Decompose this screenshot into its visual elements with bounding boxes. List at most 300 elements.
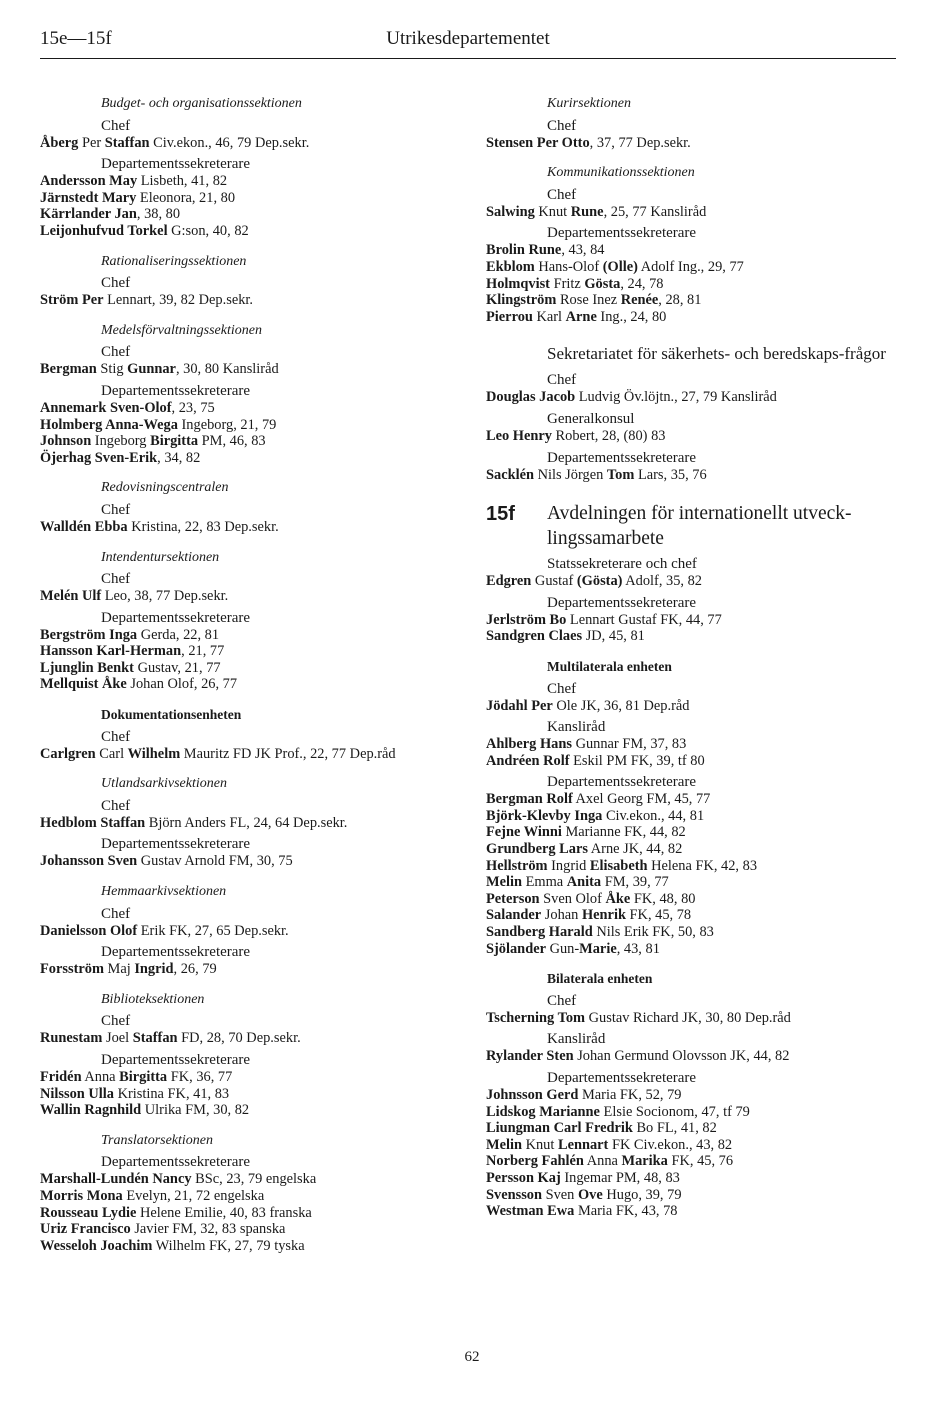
- person-detail: Gustav Richard JK, 30, 80 Dep.råd: [585, 1009, 791, 1026]
- person-entry: [40, 519, 460, 536]
- person-detail: Elsie Socionom, 47, tf 79: [599, 1103, 750, 1120]
- section-heading: Sekretariatet för säkerhets- och beredskaps-frågor: [547, 344, 886, 364]
- person-entry: [486, 428, 916, 445]
- section-heading: Multilaterala enheten: [547, 658, 672, 674]
- person-detail: Joel: [102, 1030, 133, 1047]
- person-detail: FK, 36, 77: [167, 1069, 233, 1085]
- role-label: Departementssekreterare: [101, 609, 251, 626]
- person-detail: , 21, 77: [181, 643, 225, 660]
- person-name-part: Arne: [565, 308, 597, 325]
- person-detail: Gustav Arnold FM, 30, 75: [137, 853, 293, 870]
- person-name-part: Åberg: [40, 134, 79, 151]
- person-entry: [486, 276, 916, 293]
- person-name-part: Norberg Fahlén: [486, 1153, 584, 1170]
- person-detail: Ingrid: [547, 857, 590, 874]
- person-name-part: Järnstedt Mary: [40, 189, 137, 206]
- person-name-part: Renée: [620, 292, 659, 309]
- person-name-part: Tom: [606, 466, 635, 483]
- person-name-part: Henrik: [581, 907, 626, 924]
- person-entry: [40, 676, 460, 693]
- person-name-part: Lidskog Marianne: [486, 1103, 600, 1120]
- person-name-part: Öjerhag Sven-Erik: [40, 449, 158, 466]
- person-entry: [486, 612, 916, 629]
- person-detail: Evelyn, 21, 72 engelska: [122, 1187, 265, 1204]
- section-heading: Translatorsektionen: [101, 1132, 214, 1148]
- person-detail: Robert, 28, (80) 83: [551, 427, 666, 444]
- person-entry: [486, 389, 916, 406]
- person-entry: [486, 924, 916, 941]
- section-heading: Biblioteksektionen: [101, 991, 205, 1007]
- person-name-part: Hedblom Staffan: [40, 814, 146, 831]
- person-entry: [486, 1104, 916, 1121]
- person-detail: Gustav, 21, 77: [133, 659, 221, 676]
- person-entry: [486, 628, 916, 645]
- person-entry: [486, 808, 916, 825]
- section-heading: Dokumentationsenheten: [101, 707, 242, 723]
- person-detail: FD, 28, 70 Dep.sekr.: [177, 1030, 301, 1047]
- person-name-part: Andréen Rolf: [486, 752, 570, 769]
- person-name-part: Liungman Carl Fredrik: [486, 1120, 633, 1137]
- person-entry: [486, 874, 916, 891]
- person-entry: [486, 1170, 916, 1187]
- person-detail: Adolf, 35, 82: [622, 573, 703, 590]
- role-label: Chef: [101, 275, 131, 292]
- person-entry: [40, 923, 460, 940]
- person-name-part: Salander: [486, 907, 542, 924]
- section-heading: Redovisningscentralen: [101, 480, 229, 496]
- person-name-part: Johansson Sven: [40, 853, 138, 870]
- person-entry: [40, 1069, 460, 1086]
- person-entry: [40, 1221, 460, 1238]
- person-entry: [40, 643, 460, 660]
- department-code: 15f: [486, 503, 515, 526]
- person-name-part: Sacklén: [486, 466, 534, 483]
- person-entry: [486, 242, 916, 259]
- role-label: Departementssekreterare: [547, 449, 697, 466]
- person-detail: Kristina, 22, 83 Dep.sekr.: [127, 518, 279, 535]
- department-title: Avdelningen för internationellt utveck-lingssamarbete: [547, 503, 852, 550]
- person-name-part: Svensson: [486, 1186, 542, 1203]
- role-label: Chef: [547, 992, 577, 1009]
- person-detail: FM, 39, 77: [601, 874, 669, 891]
- person-name-part: Johnsson Gerd: [486, 1087, 579, 1103]
- role-label: Departementssekreterare: [101, 944, 251, 961]
- page-number: 62: [464, 1349, 480, 1365]
- person-name-part: Staffan: [104, 134, 150, 151]
- person-name-part: Elisabeth: [589, 857, 648, 874]
- person-entry: [40, 433, 460, 450]
- person-name-part: Ekblom: [486, 258, 535, 275]
- person-detail: Lennart Gustaf FK, 44, 77: [566, 611, 722, 628]
- person-name-part: Walldén Ebba: [40, 518, 128, 535]
- person-detail: Lennart, 39, 82 Dep.sekr.: [103, 292, 253, 309]
- person-detail: Hugo, 39, 79: [602, 1186, 682, 1203]
- person-name-part: Ahlberg Hans: [486, 736, 572, 753]
- right-column: [486, 96, 916, 1220]
- person-detail: Eskil PM FK, 39, tf 80: [569, 752, 705, 769]
- person-detail: FK Civ.ekon., 43, 82: [608, 1136, 733, 1153]
- person-name-part: Melén Ulf: [40, 588, 102, 605]
- person-detail: Stig: [96, 361, 128, 378]
- person-detail: Nils Erik FK, 50, 83: [592, 924, 714, 941]
- person-detail: Wilhelm FK, 27, 79 tyska: [152, 1237, 305, 1254]
- person-detail: Maria FK, 52, 79: [578, 1087, 682, 1103]
- person-detail: Gunnar FM, 37, 83: [571, 736, 687, 753]
- header-rule: [40, 58, 896, 59]
- person-detail: Gerda, 22, 81: [137, 626, 220, 643]
- person-name-part: Rune: [570, 203, 604, 220]
- person-detail: Maria FK, 43, 78: [574, 1203, 678, 1220]
- person-detail: G:son, 40, 82: [167, 222, 249, 239]
- person-entry: [486, 309, 916, 326]
- role-label: Statssekreterare och chef: [547, 556, 697, 573]
- person-name-part: Sjölander: [486, 940, 546, 957]
- person-entry: [40, 417, 460, 434]
- person-entry: [486, 1137, 916, 1154]
- person-detail: Johan: [541, 907, 582, 924]
- person-name-part: Forsström: [40, 961, 104, 978]
- person-detail: Eleonora, 21, 80: [136, 189, 236, 206]
- person-entry: [40, 660, 460, 677]
- role-label: Chef: [101, 728, 131, 745]
- person-entry: [486, 941, 916, 958]
- person-name-part: Wilhelm: [127, 745, 181, 762]
- person-detail: Erik FK, 27, 65 Dep.sekr.: [137, 922, 289, 939]
- person-detail: Per: [78, 134, 105, 151]
- person-name-part: Tscherning Tom: [486, 1009, 586, 1026]
- person-name-part: Runestam: [40, 1030, 103, 1047]
- person-name-part: Jerlström Bo: [486, 611, 567, 628]
- person-detail: , 43, 84: [561, 242, 605, 259]
- person-detail: Maj: [103, 961, 135, 978]
- person-detail: Nils Jörgen: [533, 466, 607, 483]
- person-name-part: Brolin Rune: [486, 242, 562, 259]
- role-label: Chef: [101, 797, 131, 814]
- person-name-part: Holmqvist: [486, 275, 550, 292]
- person-detail: Leo, 38, 77 Dep.sekr.: [101, 588, 229, 605]
- person-name-part: Fejne Winni: [486, 824, 562, 841]
- person-detail: Kristina FK, 41, 83: [113, 1085, 230, 1102]
- person-name-part: Rylander Sten: [486, 1048, 574, 1065]
- person-name-part: Carlgren: [40, 745, 96, 762]
- person-name-part: Gösta: [584, 275, 621, 292]
- person-detail: Arne JK, 44, 82: [587, 841, 683, 858]
- person-name-part: Wallin Ragnhild: [40, 1102, 142, 1119]
- person-entry: [486, 907, 916, 924]
- person-name-part: Annemark Sven-Olof: [40, 399, 172, 416]
- person-name-part: Westman Ewa: [486, 1203, 575, 1220]
- person-detail: Sven Olof: [539, 890, 606, 907]
- person-name-part: Pierrou: [486, 308, 533, 325]
- role-label: Chef: [101, 501, 131, 518]
- person-entry: [486, 1048, 916, 1065]
- section-heading: Bilaterala enheten: [547, 971, 653, 987]
- person-entry: [40, 746, 460, 763]
- person-detail: FK, 45, 76: [667, 1153, 734, 1170]
- person-entry: [40, 961, 460, 978]
- person-entry: [486, 824, 916, 841]
- person-name-part: Douglas Jacob: [486, 389, 576, 406]
- person-detail: Johan Olof, 26, 77: [126, 676, 238, 693]
- person-detail: , 23, 75: [171, 399, 215, 416]
- person-detail: Mauritz FD JK Prof., 22, 77 Dep.råd: [180, 745, 396, 762]
- role-label: Chef: [101, 571, 131, 588]
- person-entry: [40, 1238, 460, 1255]
- person-name-part: Wesseloh Joachim: [40, 1237, 153, 1254]
- person-entry: [486, 1010, 916, 1027]
- person-name-part: Anita: [566, 874, 602, 891]
- person-detail: Gun-: [545, 940, 580, 957]
- person-detail: Emma: [521, 874, 567, 891]
- section-heading: Medelsförvaltningssektionen: [101, 322, 262, 338]
- person-detail: , 25, 77 Kanslіråd: [603, 203, 707, 220]
- person-detail: Bo FL, 41, 82: [632, 1120, 717, 1137]
- person-name-part: Staffan: [132, 1030, 178, 1047]
- person-name-part: Bergman Rolf: [486, 791, 573, 808]
- role-label: Departementssekreterare: [101, 1154, 251, 1171]
- person-detail: Anna: [81, 1069, 120, 1085]
- person-detail: Ludvig Öv.löjtn., 27, 79 Kanslіråd: [575, 389, 777, 406]
- role-label: Departementssekreterare: [101, 156, 251, 173]
- person-detail: JD, 45, 81: [582, 628, 645, 645]
- person-name-part: Fridén: [40, 1069, 82, 1085]
- person-detail: Ole JK, 36, 81 Dep.råd: [552, 697, 690, 714]
- person-entry: [486, 841, 916, 858]
- role-label: Chef: [547, 117, 577, 134]
- person-name-part: Holmberg Anna-Wega: [40, 416, 178, 433]
- person-detail: Ulrika FM, 30, 82: [141, 1102, 250, 1119]
- person-entry: [40, 588, 460, 605]
- person-detail: Civ.ekon., 46, 79 Dep.sekr.: [149, 134, 310, 151]
- department-heading: [486, 501, 916, 551]
- person-detail: FK, 45, 78: [625, 907, 692, 924]
- role-label: Departementssekreterare: [547, 1070, 697, 1086]
- person-name-part: Björk-Klevby Inga: [486, 807, 603, 824]
- role-label: Kanslіråd: [547, 1031, 606, 1048]
- person-entry: [40, 361, 460, 378]
- person-detail: BSc, 23, 79 engelska: [191, 1171, 317, 1188]
- person-name-part: Birgitta: [119, 1069, 168, 1085]
- person-name-part: Salwing: [486, 203, 535, 220]
- person-entry: [40, 206, 460, 223]
- person-entry: [40, 1086, 460, 1103]
- person-name-part: Andersson May: [40, 173, 138, 190]
- person-entry: [40, 1102, 460, 1119]
- person-detail: , 24, 78: [620, 275, 664, 292]
- page-title: Utrikesdepartementet: [386, 28, 550, 49]
- person-detail: Adolf Ing., 29, 77: [637, 258, 744, 275]
- person-entry: [40, 190, 460, 207]
- person-name-part: Marie: [579, 940, 617, 957]
- person-name-part: Rousseau Lydie: [40, 1204, 137, 1221]
- role-label: Departementssekreterare: [547, 774, 697, 791]
- person-entry: [486, 698, 916, 715]
- role-label: Chef: [101, 344, 131, 361]
- person-entry: [486, 858, 916, 875]
- person-name-part: Birgitta: [150, 433, 199, 450]
- person-detail: Fritz: [549, 275, 585, 292]
- person-name-part: Edgren: [486, 573, 532, 590]
- person-name-part: Grundberg Lars: [486, 841, 588, 858]
- person-entry: [486, 573, 916, 590]
- person-detail: Knut: [534, 203, 571, 220]
- person-entry: [486, 1187, 916, 1204]
- person-detail: Javier FM, 32, 83 spanska: [130, 1221, 286, 1238]
- role-label: Departementssekreterare: [101, 382, 251, 399]
- section-heading: Hemmaarkivsektionen: [101, 884, 227, 900]
- person-detail: , 37, 77 Dep.sekr.: [589, 134, 691, 151]
- person-detail: FK, 48, 80: [630, 890, 696, 907]
- role-label: Chef: [547, 186, 577, 203]
- person-entry: [40, 853, 460, 870]
- person-name-part: Persson Kaj: [486, 1169, 561, 1186]
- person-name-part: Danielsson Olof: [40, 922, 138, 939]
- person-entry: [486, 1203, 916, 1220]
- page-code: 15e—15f: [40, 28, 112, 49]
- person-detail: Marianne FK, 44, 82: [561, 824, 686, 841]
- person-detail: Karl: [532, 308, 566, 325]
- person-entry: [40, 450, 460, 467]
- person-detail: , 34, 82: [157, 449, 201, 466]
- role-label: Generalkonsul: [547, 410, 635, 427]
- person-detail: Carl: [95, 745, 128, 762]
- section-heading: Kurirsektionen: [547, 96, 631, 111]
- person-detail: Ing., 24, 80: [596, 308, 667, 325]
- person-entry: [40, 173, 460, 190]
- section-heading: Budget- och organisationssektionen: [101, 96, 302, 111]
- person-detail: Anna: [583, 1153, 622, 1170]
- person-entry: [486, 135, 916, 152]
- person-name-part: Ström Per: [40, 292, 104, 309]
- person-detail: , 26, 79: [173, 961, 217, 978]
- person-name-part: Morris Mona: [40, 1187, 123, 1204]
- person-detail: Knut: [521, 1136, 558, 1153]
- person-name-part: Mellquist Åke: [40, 676, 127, 693]
- person-detail: , 38, 80: [136, 206, 181, 223]
- role-label: Kanslіråd: [547, 719, 606, 736]
- person-name-part: Ljunglin Benkt: [40, 659, 134, 676]
- person-entry: [40, 627, 460, 644]
- person-entry: [40, 400, 460, 417]
- section-heading: Utlandsarkivsektionen: [101, 776, 227, 792]
- person-detail: Axel Georg FM, 45, 77: [572, 791, 711, 808]
- person-name-part: Ove: [577, 1186, 603, 1203]
- person-name-part: Hansson Karl-Herman: [40, 643, 182, 660]
- person-name-part: Sandgren Claes: [486, 628, 583, 645]
- person-entry: [40, 1205, 460, 1222]
- person-name-part: Uriz Francisco: [40, 1221, 131, 1238]
- person-name-part: Ingrid: [134, 961, 174, 978]
- person-entry: [486, 1087, 916, 1104]
- person-name-part: Klingström: [486, 292, 557, 309]
- person-name-part: Nilsson Ulla: [40, 1085, 114, 1102]
- role-label: Chef: [101, 117, 131, 134]
- person-entry: [40, 223, 460, 240]
- person-detail: Civ.ekon., 44, 81: [602, 807, 705, 824]
- person-detail: Björn Anders FL, 24, 64 Dep.sekr.: [145, 814, 348, 831]
- person-detail: PM, 46, 83: [198, 433, 266, 450]
- person-name-part: Melin: [486, 874, 522, 891]
- person-entry: [486, 259, 916, 276]
- person-detail: Helena FK, 42, 83: [647, 857, 758, 874]
- person-entry: [40, 1030, 460, 1047]
- person-name-part: Leijonhufvud Torkel: [40, 222, 168, 239]
- role-label: Departementssekreterare: [101, 1052, 251, 1068]
- person-name-part: Marshall-Lundén Nancy: [40, 1171, 192, 1188]
- person-name-part: (Gösta): [576, 573, 623, 590]
- person-name-part: Jödahl Per: [486, 697, 553, 714]
- person-detail: , 28, 81: [658, 292, 702, 309]
- person-name-part: (Olle): [602, 258, 638, 275]
- person-entry: [40, 815, 460, 832]
- person-entry: [40, 1188, 460, 1205]
- person-name-part: Leo Henry: [486, 427, 552, 444]
- person-detail: Hans-Olof: [534, 258, 603, 275]
- person-detail: , 43, 81: [616, 940, 660, 957]
- person-detail: Lisbeth, 41, 82: [137, 173, 228, 190]
- person-name-part: Hellström: [486, 857, 548, 874]
- person-entry: [486, 791, 916, 808]
- person-detail: Sven: [542, 1186, 578, 1203]
- section-heading: Kommunikationssektionen: [547, 165, 695, 181]
- person-entry: [486, 891, 916, 908]
- person-detail: Johan Germund Olovsson JK, 44, 82: [573, 1048, 790, 1065]
- person-detail: Helene Emilie, 40, 83 franska: [136, 1204, 312, 1221]
- page-header: [40, 24, 896, 56]
- person-entry: [40, 135, 460, 152]
- section-heading: Intendentursektionen: [101, 549, 220, 565]
- person-name-part: Peterson: [486, 890, 540, 907]
- person-name-part: Johnson: [40, 433, 92, 450]
- person-entry: [486, 753, 916, 770]
- role-label: Chef: [101, 1013, 131, 1030]
- person-entry: [40, 292, 460, 309]
- person-detail: Ingeborg, 21, 79: [177, 416, 277, 433]
- person-name-part: Melin: [486, 1136, 522, 1153]
- section-heading: Rationaliseringssektionen: [101, 253, 247, 269]
- role-label: Chef: [547, 680, 577, 697]
- role-label: Chef: [547, 372, 577, 389]
- person-name-part: Gunnar: [127, 361, 176, 378]
- person-entry: [40, 1171, 460, 1188]
- person-entry: [486, 204, 916, 221]
- role-label: Departementssekreterare: [101, 836, 251, 853]
- person-name-part: Marika: [621, 1153, 668, 1170]
- person-entry: [486, 1120, 916, 1137]
- person-detail: Ingemar PM, 48, 83: [560, 1169, 680, 1186]
- person-name-part: Lennart: [557, 1136, 609, 1153]
- role-label: Chef: [101, 905, 131, 922]
- person-entry: [486, 1153, 916, 1170]
- person-name-part: Åke: [605, 890, 631, 907]
- person-detail: , 30, 80 Kanslіråd: [175, 361, 279, 378]
- person-name-part: Bergman: [40, 361, 97, 378]
- person-entry: [486, 467, 916, 484]
- person-detail: Lars, 35, 76: [634, 466, 707, 483]
- role-label: Departementssekreterare: [547, 594, 697, 611]
- person-detail: Ingeborg: [91, 433, 151, 450]
- person-detail: Rose Inez: [556, 292, 621, 309]
- left-column: [40, 96, 460, 1254]
- role-label: Departementssekreterare: [547, 225, 697, 242]
- person-name-part: Stensen Per Otto: [486, 134, 590, 151]
- person-name-part: Bergström Inga: [40, 626, 138, 643]
- person-name-part: Kärrlander Jan: [40, 206, 137, 223]
- person-detail: Gustaf: [531, 573, 577, 590]
- person-name-part: Sandberg Harald: [486, 924, 593, 941]
- person-entry: [486, 292, 916, 309]
- person-entry: [486, 736, 916, 753]
